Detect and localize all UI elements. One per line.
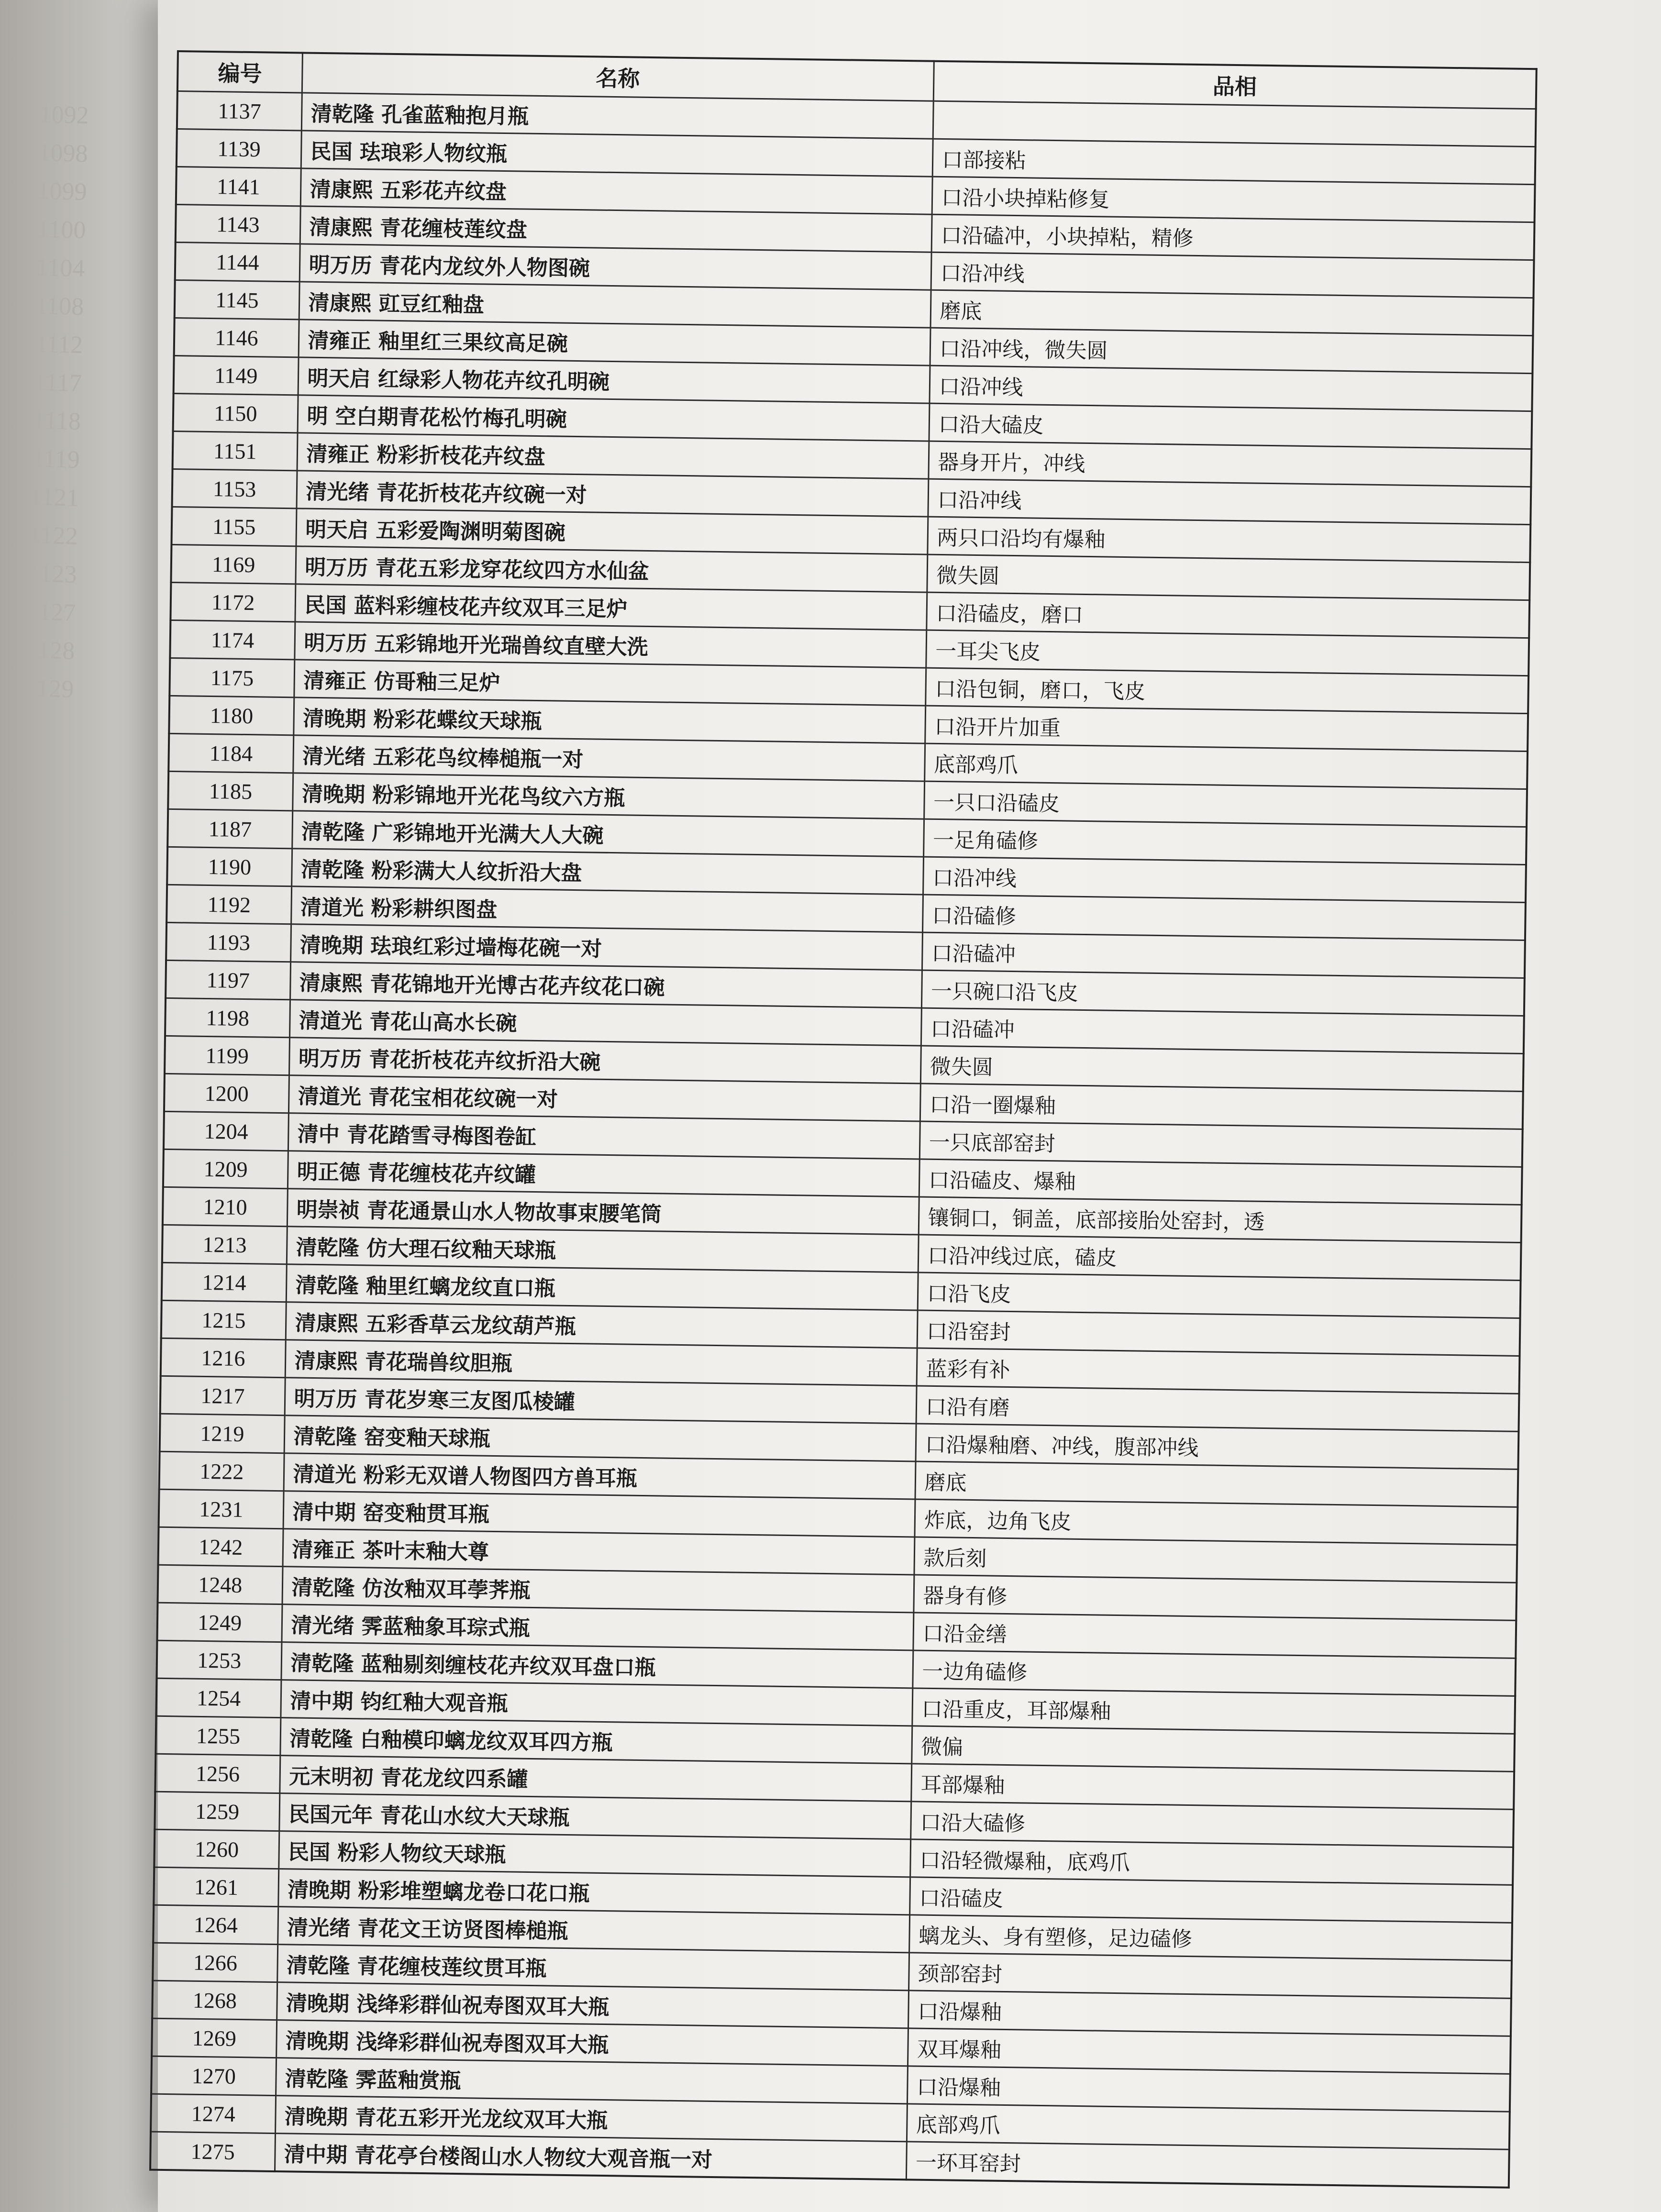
condition-cell: 口沿小块掉粘修复 xyxy=(932,177,1535,222)
lot-number-cell: 1261 xyxy=(154,1867,278,1906)
condition-cell: 器身有修 xyxy=(913,1575,1517,1620)
item-name-cell: 清乾隆 窑变釉天球瓶 xyxy=(284,1416,916,1461)
lot-number-cell: 1214 xyxy=(162,1262,287,1302)
item-name-cell: 清康熙 青花瑞兽纹胆瓶 xyxy=(285,1340,917,1386)
item-name-cell: 民国 粉彩人物纹天球瓶 xyxy=(278,1831,910,1877)
item-name-cell: 清光绪 五彩花鸟纹棒槌瓶一对 xyxy=(293,735,925,781)
item-name-cell: 清晚期 浅绛彩群仙祝寿图双耳大瓶 xyxy=(277,1982,908,2028)
condition-cell: 炸底，边角飞皮 xyxy=(914,1499,1517,1545)
lot-number-cell: 1209 xyxy=(163,1149,288,1188)
lot-number-cell: 1200 xyxy=(164,1073,289,1113)
condition-cell: 口沿重皮，耳部爆釉 xyxy=(912,1688,1515,1734)
lot-number-cell: 1187 xyxy=(167,809,292,848)
condition-cell: 口沿磕修 xyxy=(922,895,1526,940)
item-name-cell: 民国元年 青花山水纹大天球瓶 xyxy=(279,1793,911,1839)
condition-cell: 螭龙头、身有塑修，足边磕修 xyxy=(909,1915,1512,1960)
condition-cell: 一只底部窑封 xyxy=(919,1121,1523,1167)
item-name-cell: 清中期 钧红釉大观音瓶 xyxy=(280,1680,912,1726)
item-name-cell: 清康熙 豇豆红釉盘 xyxy=(299,282,931,328)
header-name: 名称 xyxy=(302,53,934,101)
condition-cell: 双耳爆釉 xyxy=(908,2028,1511,2074)
underlying-page-numbers xyxy=(0,95,89,709)
item-name-cell: 民国 珐琅彩人物纹瓶 xyxy=(301,131,933,177)
condition-cell: 镶铜口，铜盖，底部接胎处窑封，透 xyxy=(919,1197,1522,1242)
underlying-page-number: 1100 xyxy=(36,215,87,244)
item-name-cell: 清中期 窑变釉贯耳瓶 xyxy=(283,1491,915,1537)
item-name-cell: 明天启 五彩爱陶渊明菊图碗 xyxy=(296,509,928,554)
item-name-cell: 清雍正 仿哥釉三足炉 xyxy=(294,660,926,706)
condition-cell: 器身开片，冲线 xyxy=(928,441,1531,487)
item-name-cell: 清康熙 青花锦地开光博古花卉纹花口碗 xyxy=(290,962,922,1008)
underlying-page-number: 1108 xyxy=(34,292,84,321)
item-name-cell: 清乾隆 仿大理石纹釉天球瓶 xyxy=(287,1227,919,1272)
underlying-page-number: 1123 xyxy=(27,560,78,588)
condition-cell: 口沿磕冲 xyxy=(922,932,1525,978)
item-name-cell: 清道光 粉彩无双谱人物图四方兽耳瓶 xyxy=(284,1453,916,1499)
condition-cell: 口沿磕冲 xyxy=(921,1008,1524,1053)
lot-number-cell: 1210 xyxy=(163,1187,288,1226)
lot-number-cell: 1146 xyxy=(174,318,299,357)
lot-number-cell: 1155 xyxy=(171,507,296,546)
lot-number-cell: 1185 xyxy=(168,771,293,810)
item-name-cell: 明正德 青花缠枝花卉纹罐 xyxy=(288,1151,919,1197)
item-name-cell: 清道光 粉彩耕织图盘 xyxy=(291,886,923,932)
condition-cell: 两只口沿均有爆釉 xyxy=(927,517,1530,562)
condition-cell: 口沿大磕皮 xyxy=(929,403,1532,449)
condition-cell: 口沿窑封 xyxy=(917,1310,1520,1356)
item-name-cell: 清雍正 釉里红三果纹高足碗 xyxy=(299,320,930,365)
condition-cell: 一环耳窑封 xyxy=(906,2142,1509,2188)
underlying-page-number: 1121 xyxy=(29,483,79,512)
underlying-page-number: 1098 xyxy=(37,139,89,168)
item-name-cell: 清雍正 茶叶末釉大尊 xyxy=(283,1529,915,1575)
lot-number-cell: 1172 xyxy=(170,582,295,621)
condition-cell: 一只口沿磕皮 xyxy=(924,781,1527,827)
item-name-cell: 清晚期 粉彩锦地开光花鸟纹六方瓶 xyxy=(292,773,924,819)
item-name-cell: 清光绪 青花文王访贤图棒槌瓶 xyxy=(277,1907,909,1953)
condition-cell: 口沿磕皮 xyxy=(909,1877,1513,1923)
lot-number-cell: 1204 xyxy=(164,1111,288,1150)
item-name-cell: 明 空白期青花松竹梅孔明碗 xyxy=(298,395,930,441)
condition-cell: 口沿轻微爆釉，底鸡爪 xyxy=(910,1839,1513,1885)
condition-cell: 口沿大磕修 xyxy=(910,1802,1514,1847)
header-number: 编号 xyxy=(177,51,302,93)
item-name-cell: 清乾隆 粉彩满大人纹折沿大盘 xyxy=(291,849,923,895)
lot-number-cell: 1264 xyxy=(153,1905,278,1944)
lot-number-cell: 1215 xyxy=(161,1300,286,1339)
lot-number-cell: 1256 xyxy=(155,1754,280,1793)
condition-cell: 口沿有磨 xyxy=(916,1386,1519,1431)
item-name-cell: 明万历 青花岁寒三友图瓜棱罐 xyxy=(285,1378,917,1424)
condition-cell: 口部接粘 xyxy=(932,139,1536,184)
lot-number-cell: 1199 xyxy=(165,1036,289,1075)
condition-cell: 耳部爆釉 xyxy=(911,1764,1514,1809)
table-body xyxy=(150,91,1536,2188)
condition-cell: 微失圆 xyxy=(920,1046,1524,1091)
underlying-page-number: 1128 xyxy=(25,636,76,665)
lot-number-cell: 1275 xyxy=(150,2132,275,2171)
underlying-page-number: 1104 xyxy=(35,254,86,283)
item-name-cell: 清光绪 青花折枝花卉纹碗一对 xyxy=(296,471,928,517)
lot-number-cell: 1143 xyxy=(176,204,300,243)
item-name-cell: 清康熙 青花缠枝莲纹盘 xyxy=(300,206,932,252)
item-name-cell: 清乾隆 孔雀蓝釉抱月瓶 xyxy=(301,93,933,139)
underlying-page-number: 1099 xyxy=(36,177,88,206)
lot-number-cell: 1184 xyxy=(168,733,293,773)
item-name-cell: 明崇祯 青花通景山水人物故事束腰笔筒 xyxy=(287,1189,919,1235)
lot-number-cell: 1153 xyxy=(172,469,297,508)
lot-number-cell: 1197 xyxy=(166,960,290,999)
condition-cell: 口沿爆釉 xyxy=(908,1991,1511,2036)
lot-number-cell: 1169 xyxy=(171,544,296,584)
item-name-cell: 清乾隆 仿汝釉双耳荸荠瓶 xyxy=(282,1567,914,1613)
item-name-cell: 元末明初 青花龙纹四系罐 xyxy=(279,1756,911,1802)
item-name-cell: 清乾隆 霁蓝釉赏瓶 xyxy=(276,2058,908,2104)
condition-cell: 口沿一圈爆釉 xyxy=(920,1084,1523,1129)
condition-cell: 口沿冲线 xyxy=(929,365,1532,411)
item-name-cell: 明万历 青花五彩龙穿花纹四方水仙盆 xyxy=(295,546,927,592)
condition-cell: 口沿磕冲，小块掉粘，精修 xyxy=(931,214,1535,260)
item-name-cell: 清康熙 五彩香草云龙纹葫芦瓶 xyxy=(286,1302,918,1348)
condition-cell: 磨底 xyxy=(915,1461,1518,1507)
item-name-cell: 清康熙 五彩花卉纹盘 xyxy=(300,168,932,214)
condition-cell: 口沿冲线 xyxy=(928,479,1531,524)
lot-number-cell: 1248 xyxy=(158,1565,283,1604)
item-name-cell: 清乾隆 青花缠枝莲纹贯耳瓶 xyxy=(277,1945,909,1991)
item-name-cell: 清道光 青花山高水长碗 xyxy=(289,1000,921,1046)
condition-cell: 一只碗口沿飞皮 xyxy=(921,970,1525,1016)
item-name-cell: 明天启 红绿彩人物花卉纹孔明碗 xyxy=(298,357,930,403)
condition-cell: 一足角磕修 xyxy=(923,819,1527,864)
lot-number-cell: 1193 xyxy=(166,922,291,962)
lot-number-cell: 1249 xyxy=(157,1603,282,1642)
condition-cell: 口沿包铜，磨口，飞皮 xyxy=(925,668,1528,713)
condition-cell: 口沿冲线 xyxy=(923,857,1526,902)
condition-cell: 微失圆 xyxy=(927,554,1530,600)
lot-number-cell: 1268 xyxy=(152,1980,277,2020)
underlying-page-number: 1092 xyxy=(38,100,89,130)
lot-number-cell: 1269 xyxy=(152,2018,277,2057)
lot-number-cell: 1242 xyxy=(158,1527,283,1566)
lot-number-cell: 1180 xyxy=(169,696,294,735)
condition-cell: 口沿冲线过底，磕皮 xyxy=(918,1235,1521,1280)
lot-number-cell: 1149 xyxy=(174,355,299,395)
item-name-cell: 明万历 青花内龙纹外人物图碗 xyxy=(299,244,931,290)
condition-cell: 口沿飞皮 xyxy=(918,1272,1521,1318)
condition-cell: 底部鸡爪 xyxy=(907,2104,1510,2149)
lot-number-cell: 1175 xyxy=(169,658,294,697)
lot-number-cell: 1151 xyxy=(173,431,298,470)
condition-cell: 一边角磕修 xyxy=(912,1650,1516,1696)
lot-number-cell: 1141 xyxy=(176,167,301,206)
auction-condition-table xyxy=(149,50,1538,2189)
lot-number-cell: 1259 xyxy=(155,1792,279,1831)
item-name-cell: 明万历 五彩锦地开光瑞兽纹直壁大洗 xyxy=(294,622,926,668)
item-name-cell: 清中 青花踏雪寻梅图卷缸 xyxy=(288,1113,920,1159)
item-name-cell: 清光绪 霁蓝釉象耳琮式瓶 xyxy=(281,1604,913,1650)
lot-number-cell: 1137 xyxy=(177,91,302,131)
condition-cell: 口沿冲线，微失圆 xyxy=(930,328,1533,373)
lot-number-cell: 1216 xyxy=(161,1338,286,1377)
lot-number-cell: 1222 xyxy=(159,1451,284,1491)
condition-cell: 口沿开片加重 xyxy=(925,706,1528,751)
lot-number-cell: 1174 xyxy=(170,620,295,659)
auction-condition-table-wrapper xyxy=(149,50,1536,2189)
item-name-cell: 清晚期 青花五彩开光龙纹双耳大瓶 xyxy=(275,2096,907,2142)
condition-cell: 口沿爆釉 xyxy=(907,2066,1510,2112)
lot-number-cell: 1213 xyxy=(162,1225,287,1264)
item-name-cell: 清乾隆 白釉模印螭龙纹双耳四方瓶 xyxy=(280,1718,912,1764)
condition-cell: 口沿磕皮，磨口 xyxy=(926,592,1529,638)
lot-number-cell: 1274 xyxy=(151,2094,276,2133)
header-condition: 品相 xyxy=(933,61,1537,109)
item-name-cell: 清雍正 粉彩折枝花卉纹盘 xyxy=(297,433,929,479)
item-name-cell: 民国 蓝料彩缠枝花卉纹双耳三足炉 xyxy=(295,584,927,630)
lot-number-cell: 1144 xyxy=(175,242,300,281)
item-name-cell: 清乾隆 广彩锦地开光满大人大碗 xyxy=(292,811,924,857)
underlying-page-number: 1129 xyxy=(24,675,75,703)
item-name-cell: 清乾隆 蓝釉剔刻缠枝花卉纹双耳盘口瓶 xyxy=(281,1642,913,1688)
condition-cell: 微偏 xyxy=(911,1726,1515,1771)
lot-number-cell: 1150 xyxy=(173,393,298,432)
condition-cell: 口沿冲线 xyxy=(931,252,1534,298)
lot-number-cell: 1192 xyxy=(166,885,291,924)
lot-number-cell: 1190 xyxy=(167,847,292,886)
condition-cell: 口沿金缮 xyxy=(913,1613,1516,1658)
lot-number-cell: 1145 xyxy=(175,280,299,319)
condition-cell: 口沿爆釉磨、冲线，腹部冲线 xyxy=(916,1424,1519,1469)
underlying-page-number: 1122 xyxy=(28,521,78,550)
lot-number-cell: 1217 xyxy=(160,1376,285,1415)
lot-number-cell: 1198 xyxy=(165,998,290,1037)
lot-number-cell: 1260 xyxy=(154,1829,279,1869)
condition-cell: 蓝彩有补 xyxy=(917,1348,1520,1394)
lot-number-cell: 1231 xyxy=(159,1489,284,1528)
underlying-page-number: 1117 xyxy=(33,368,82,398)
lot-number-cell: 1270 xyxy=(151,2056,276,2095)
item-name-cell: 明万历 青花折枝花卉纹折沿大碗 xyxy=(289,1038,921,1084)
condition-cell: 磨底 xyxy=(930,290,1534,335)
underlying-page-number: 1118 xyxy=(33,407,81,436)
condition-cell: 颈部窑封 xyxy=(908,1953,1512,1998)
condition-cell: 款后刻 xyxy=(914,1537,1517,1582)
item-name-cell: 清晚期 粉彩堆塑螭龙卷口花口瓶 xyxy=(278,1869,910,1915)
item-name-cell: 清晚期 珐琅红彩过墙梅花碗一对 xyxy=(290,924,922,970)
item-name-cell: 清道光 青花宝相花纹碗一对 xyxy=(288,1075,920,1121)
underlying-page-number: 1127 xyxy=(26,598,77,627)
condition-cell: 底部鸡爪 xyxy=(924,743,1528,789)
item-name-cell: 清乾隆 釉里红螭龙纹直口瓶 xyxy=(286,1264,918,1310)
item-name-cell: 清中期 青花亭台楼阁山水人物纹大观音瓶一对 xyxy=(275,2134,907,2180)
condition-cell: 一耳尖飞皮 xyxy=(926,630,1529,675)
condition-cell: 口沿磕皮、爆釉 xyxy=(919,1159,1522,1205)
lot-number-cell: 1219 xyxy=(160,1414,285,1453)
underlying-page-number: 1119 xyxy=(31,445,80,474)
lot-number-cell: 1139 xyxy=(177,129,301,168)
item-name-cell: 清晚期 浅绛彩群仙祝寿图双耳大瓶 xyxy=(276,2020,908,2066)
underlying-page-number: 1112 xyxy=(34,330,83,359)
lot-number-cell: 1266 xyxy=(153,1943,277,1982)
lot-number-cell: 1253 xyxy=(156,1640,281,1680)
lot-number-cell: 1254 xyxy=(156,1678,281,1717)
item-name-cell: 清晚期 粉彩花蝶纹天球瓶 xyxy=(293,697,925,743)
lot-number-cell: 1255 xyxy=(155,1716,280,1755)
